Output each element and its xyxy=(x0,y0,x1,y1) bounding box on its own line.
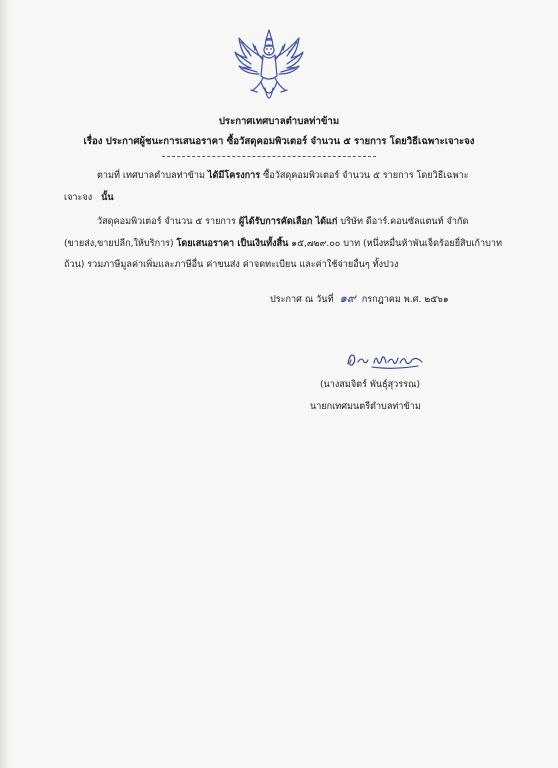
garuda-emblem-icon xyxy=(233,28,305,110)
p2-text-b: ผู้ได้รับการคัดเลือก ได้แก่ xyxy=(238,217,338,227)
title-divider xyxy=(162,156,376,157)
announce-prefix: ประกาศ ณ วันที่ xyxy=(270,295,334,305)
paragraph-1-line-1 xyxy=(97,170,469,182)
announce-date xyxy=(270,292,449,306)
signer-position: นายกเทศมนตรีตำบลท่าข้าม xyxy=(310,402,421,412)
p2-text-f: ๑๕,๗๒๙.๐๐ บาท (หนึ่งหมื่นห้าพันเจ็ดร้อยยี่สิบเก้าบาท xyxy=(291,239,502,249)
org-title: ประกาศเทศบาลตำบลท่าข้าม xyxy=(218,116,340,127)
p1-text-a: ตามที่ เทศบาลตำบลท่าข้าม xyxy=(97,171,205,181)
p1-text-c: ซื้อวัสดุคอมพิวเตอร์ จำนวน ๕ รายการ โดยวิธีเฉพาะ xyxy=(263,171,469,181)
p1-text-b: ได้มีโครงการ xyxy=(207,171,261,181)
paragraph-2-line-3 xyxy=(64,259,398,271)
p1-text-e: นั้น xyxy=(101,193,114,203)
p2-text-e: โดยเสนอราคา เป็นเงินทั้งสิ้น xyxy=(176,239,289,249)
p2-text-d: (ขายส่ง,ขายปลีก,ให้บริการ) xyxy=(64,239,174,249)
paragraph-2-line-2 xyxy=(64,238,502,250)
p2-text-g: ถ้วน) xyxy=(64,260,85,270)
handwritten-signature-icon xyxy=(342,346,428,372)
p2-text-c: บริษัท ดีอาร์.คอนซัลแตนท์ จำกัด xyxy=(340,217,469,227)
paragraph-2-line-1 xyxy=(97,216,468,228)
announce-rest: กรกฎาคม พ.ศ. ๒๕๖๑ xyxy=(361,295,449,305)
p1-text-d: เจาะจง xyxy=(64,193,93,203)
announce-day: ๑๙ xyxy=(339,291,356,305)
paragraph-1-line-2 xyxy=(64,192,114,204)
p2-text-a: วัสดุคอมพิวเตอร์ จำนวน ๕ รายการ xyxy=(97,217,236,227)
subject-title: เรื่อง ประกาศผู้ชนะการเสนอราคา ซื้อวัสดุคอมพิวเตอร์ จำนวน ๕ รายการ โดยวิธีเฉพาะเจาะจง xyxy=(83,136,475,147)
p2-text-h: รวมภาษีมูลค่าเพิ่มและภาษีอื่น ค่าขนส่ง ค่าจดทะเบียน และค่าใช้จ่ายอื่นๆ ทั้งปวง xyxy=(87,260,399,270)
signer-name: (นางสมจิตร์ พันธุ์สุวรรณ) xyxy=(320,380,421,390)
